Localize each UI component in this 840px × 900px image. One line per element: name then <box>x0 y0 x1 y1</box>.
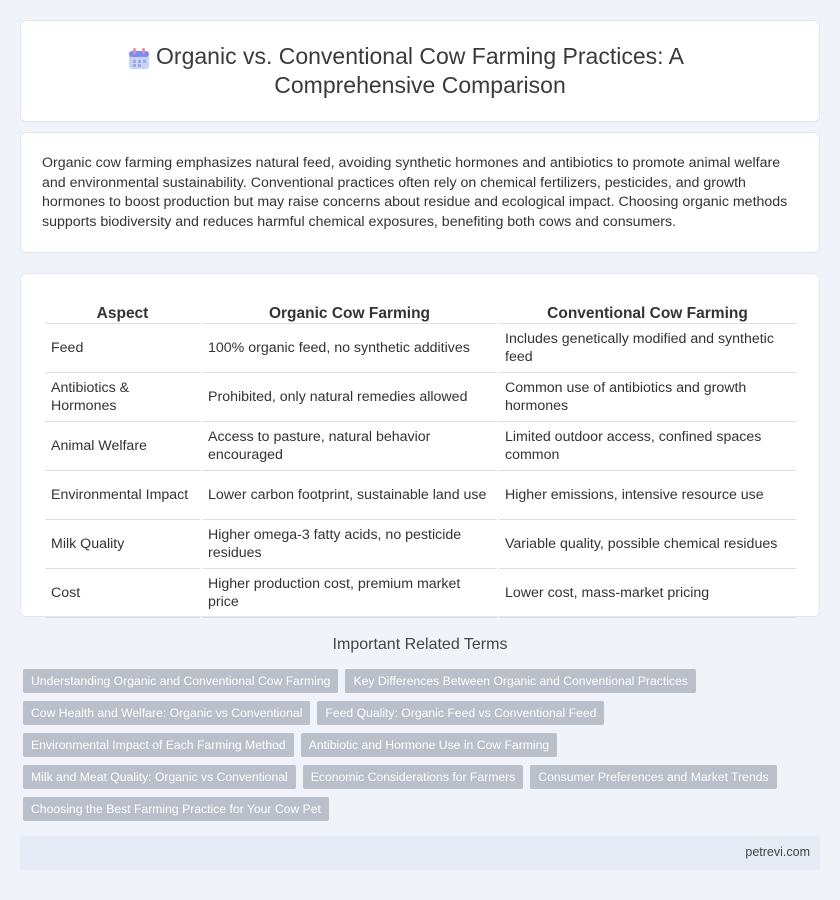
table-row <box>45 520 796 569</box>
table-row <box>45 569 796 618</box>
row-organic: Prohibited, only natural remedies allowed <box>202 373 497 422</box>
row-organic: Lower carbon footprint, sustainable land use <box>202 471 497 520</box>
row-aspect: Feed <box>45 324 200 373</box>
row-aspect: Milk Quality <box>45 520 200 569</box>
row-conventional: Common use of antibiotics and growth hormones <box>499 373 796 422</box>
comparison-table <box>43 294 798 618</box>
intro-card <box>20 132 820 253</box>
row-organic: Access to pasture, natural behavior encouraged <box>202 422 497 471</box>
row-aspect: Environmental Impact <box>45 471 200 520</box>
table-row <box>45 324 796 373</box>
header-aspect: Aspect <box>45 294 200 324</box>
related-term-tag[interactable]: Economic Considerations for Farmers <box>303 765 524 789</box>
related-term-tag[interactable]: Understanding Organic and Conventional Cow Farming <box>23 669 338 693</box>
related-term-tag[interactable]: Environmental Impact of Each Farming Method <box>23 733 294 757</box>
row-aspect: Cost <box>45 569 200 618</box>
row-organic: Higher omega-3 fatty acids, no pesticide residues <box>202 520 497 569</box>
row-conventional: Limited outdoor access, confined spaces common <box>499 422 796 471</box>
related-term-tag[interactable]: Consumer Preferences and Market Trends <box>530 765 776 789</box>
header-organic: Organic Cow Farming <box>202 294 497 324</box>
page-title: Organic vs. Conventional Cow Farming Practices: A Comprehensive Comparison <box>156 43 684 98</box>
header-conventional: Conventional Cow Farming <box>499 294 796 324</box>
footer-site-link[interactable]: petrevi.com <box>745 845 810 859</box>
related-term-tag[interactable]: Key Differences Between Organic and Conventional Practices <box>345 669 695 693</box>
related-term-tag[interactable]: Feed Quality: Organic Feed vs Conventional Feed <box>317 701 604 725</box>
table-row <box>45 422 796 471</box>
table-row <box>45 373 796 422</box>
row-organic: 100% organic feed, no synthetic additives <box>202 324 497 373</box>
related-term-tag[interactable]: Milk and Meat Quality: Organic vs Conventional <box>23 765 296 789</box>
row-organic: Higher production cost, premium market price <box>202 569 497 618</box>
related-term-tag[interactable]: Choosing the Best Farming Practice for Your Cow Pet <box>23 797 329 821</box>
footer <box>20 836 820 870</box>
intro-text: Organic cow farming emphasizes natural feed, avoiding synthetic hormones and antibiotics to promote animal welfare and environmental sustainability. Conventional practices often rely on chemical fertilizers, pesticides, and growth hormones to boost production but may raise concerns about residue and ecological impact. Choosing organic methods supports biodiversity and reduces harmful chemical exposures, benefiting both cows and consumers. <box>42 155 788 230</box>
comparison-card <box>20 273 820 617</box>
related-terms-title: Important Related Terms <box>332 636 508 653</box>
header-card <box>20 20 820 122</box>
related-term-tag[interactable]: Antibiotic and Hormone Use in Cow Farming <box>301 733 557 757</box>
table-row <box>45 471 796 520</box>
related-term-tag[interactable]: Cow Health and Welfare: Organic vs Conventional <box>23 701 310 725</box>
row-aspect: Animal Welfare <box>45 422 200 471</box>
row-conventional: Variable quality, possible chemical residues <box>499 520 796 569</box>
row-conventional: Lower cost, mass-market pricing <box>499 569 796 618</box>
row-conventional: Includes genetically modified and synthetic feed <box>499 324 796 373</box>
table-header-row <box>45 294 796 324</box>
row-conventional: Higher emissions, intensive resource use <box>499 471 796 520</box>
row-aspect: Antibiotics & Hormones <box>45 373 200 422</box>
related-terms-list <box>23 669 813 821</box>
